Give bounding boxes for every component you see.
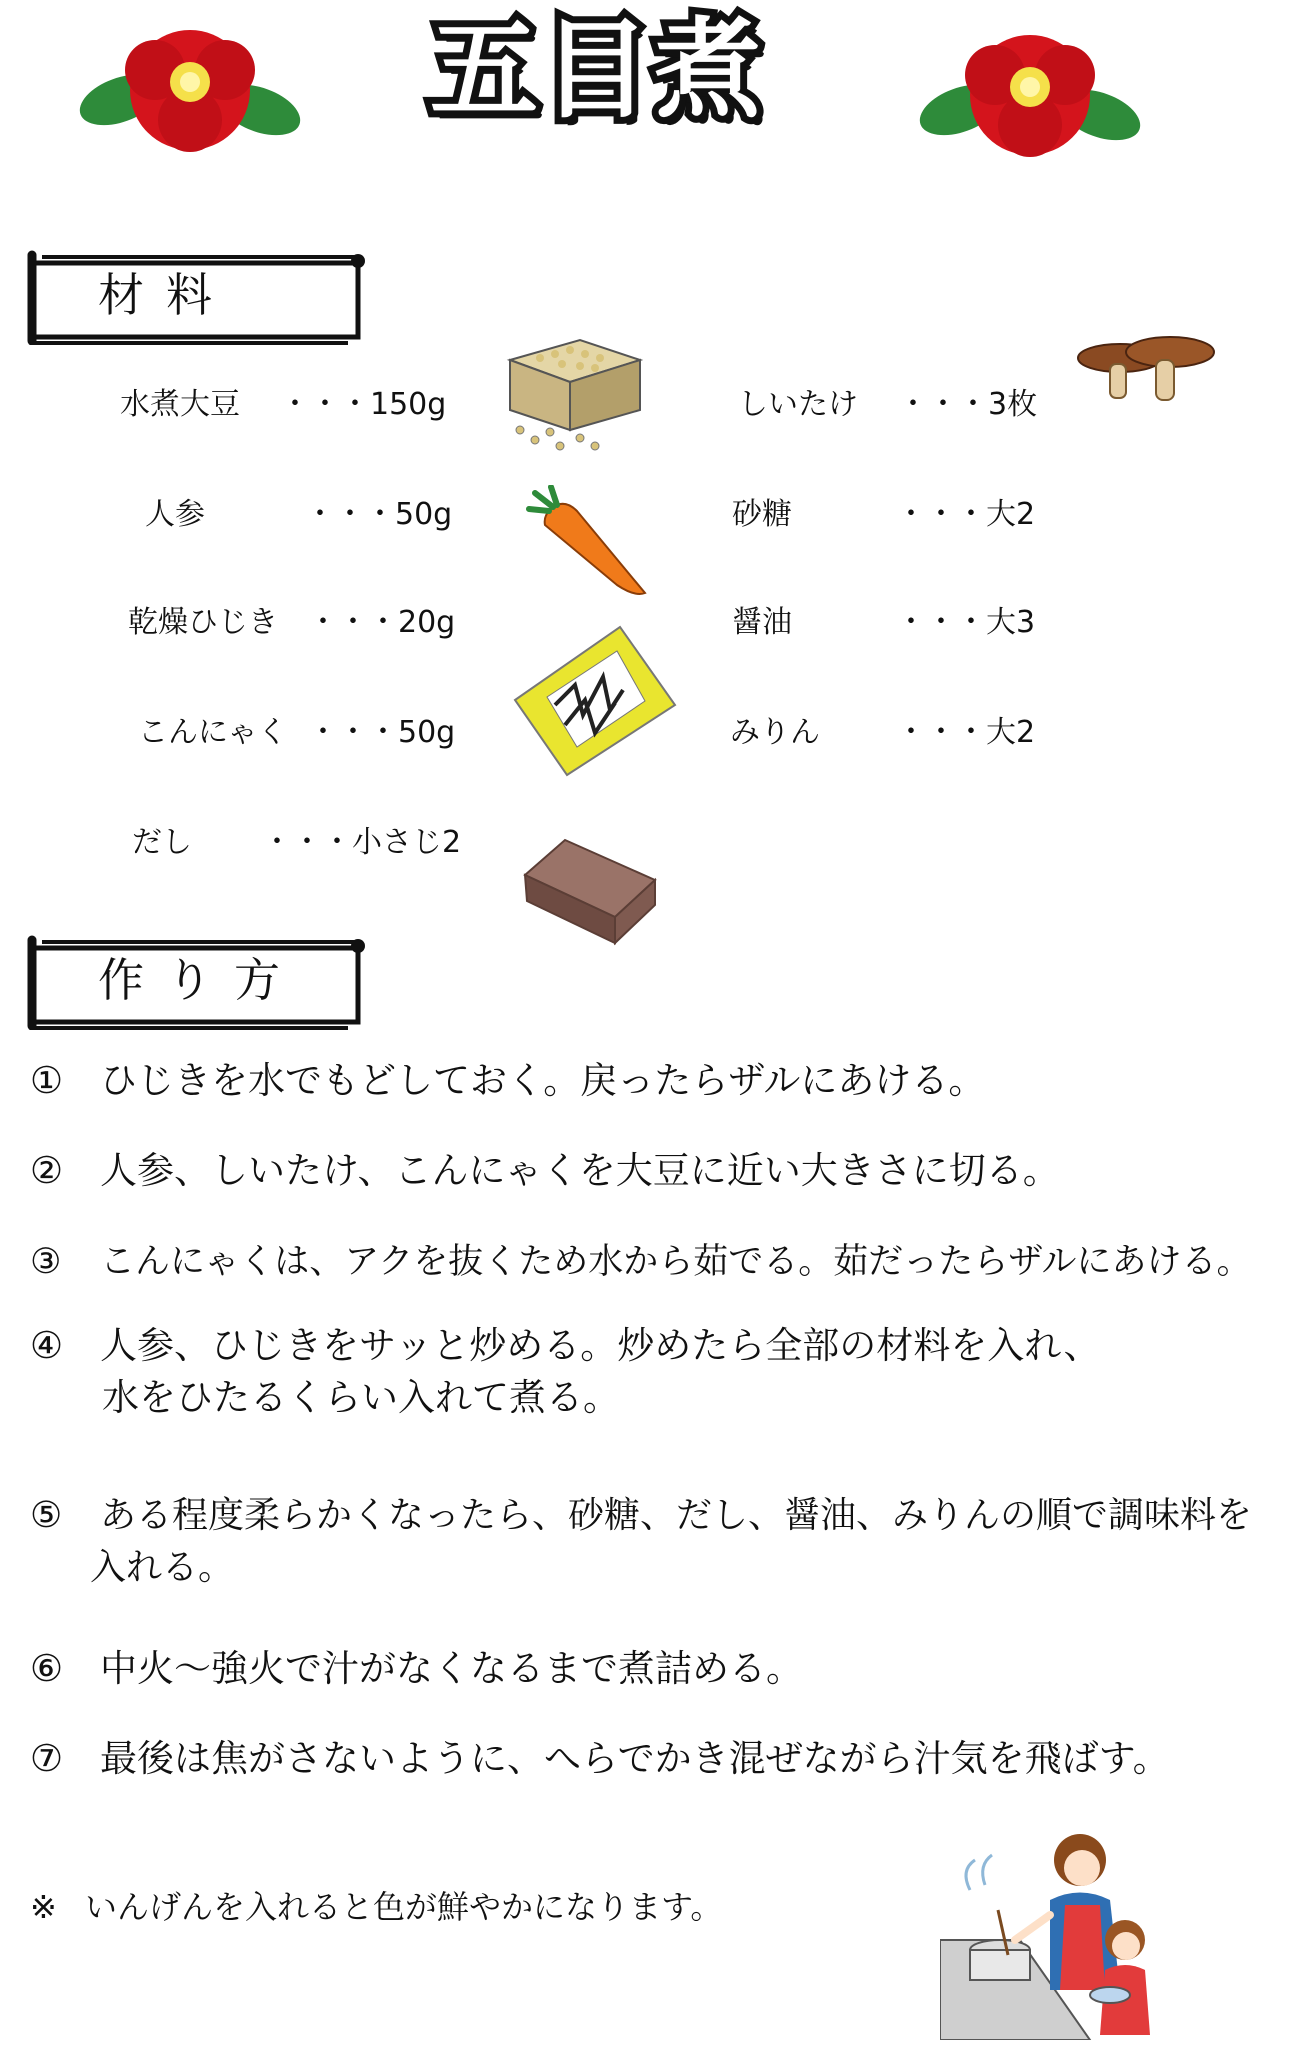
step-text: 人参、ひじきをサッと炒める。炒めたら全部の材料を入れ、 <box>100 1324 1101 1367</box>
step-text: ある程度柔らかくなったら、砂糖、だし、醤油、みりんの順で調味料を <box>100 1495 1253 1536</box>
step-text: こんにゃくは、アクを抜くため水から茹でる。茹だったらザルにあける。 <box>100 1242 1252 1282</box>
ingredient-name: こんにゃく <box>138 715 288 750</box>
method-heading-label: 作り方 <box>98 953 302 1007</box>
konnyaku-block-icon <box>515 825 665 950</box>
step-number: ① <box>30 1059 64 1102</box>
step-number: ④ <box>30 1324 64 1367</box>
ingredient-row <box>128 603 456 643</box>
camellia-flower-right-icon <box>915 25 1145 165</box>
step-item <box>30 1490 1252 1594</box>
ingredient-name: しいたけ <box>738 387 858 422</box>
ingredients-heading-label: 材料 <box>98 268 234 322</box>
step-text: 人参、しいたけ、こんにゃくを大豆に近い大きさに切る。 <box>100 1149 1060 1192</box>
ingredient-amount: ・・・大2 <box>896 715 1036 750</box>
ingredient-amount: ・・・150g <box>280 387 447 422</box>
step-text-continued: 水をひたるくらい入れて煮る。 <box>102 1376 620 1419</box>
ingredient-name: 乾燥ひじき <box>128 605 278 640</box>
step-number: ② <box>30 1149 64 1192</box>
ingredient-name: 醤油 <box>732 605 792 640</box>
ingredient-amount: ・・・小さじ2 <box>262 825 462 860</box>
ingredient-name: みりん <box>730 715 820 750</box>
shiitake-mushroom-icon <box>1070 330 1220 410</box>
soybean-box-icon <box>500 320 650 460</box>
step-number: ⑥ <box>30 1647 64 1690</box>
camellia-flower-left-icon <box>75 20 305 160</box>
ingredient-row <box>738 385 1038 425</box>
step-number: ⑦ <box>30 1737 64 1780</box>
ingredient-name: 砂糖 <box>732 497 792 532</box>
step-item <box>30 1236 1252 1288</box>
step-number: ⑤ <box>30 1495 63 1536</box>
ingredient-row <box>138 713 456 753</box>
step-text: ひじきを水でもどしておく。戻ったらザルにあける。 <box>100 1059 986 1102</box>
step-number: ③ <box>30 1242 62 1282</box>
ingredient-name: 人参 <box>145 497 205 532</box>
note <box>30 1885 722 1929</box>
page-title: 五目煮 <box>430 8 767 133</box>
ingredient-amount: ・・・3枚 <box>898 387 1038 422</box>
step-text-continued: 入れる。 <box>90 1547 235 1588</box>
step-text: 最後は焦がさないように、へらでかき混ぜながら汁気を飛ばす。 <box>100 1737 1170 1780</box>
ingredient-amount: ・・・大2 <box>896 497 1036 532</box>
step-item <box>30 1643 803 1695</box>
step-item <box>30 1145 1060 1197</box>
hijiki-package-icon <box>505 615 685 785</box>
step-item <box>30 1733 1170 1785</box>
method-heading <box>18 930 368 1030</box>
ingredients-heading <box>18 245 368 345</box>
ingredient-amount: ・・・20g <box>308 605 456 640</box>
ingredient-amount: ・・・50g <box>308 715 456 750</box>
note-mark: ※ <box>30 1888 57 1926</box>
step-item <box>30 1055 985 1107</box>
mother-daughter-cooking-icon <box>940 1830 1170 2040</box>
ingredient-row <box>732 603 1036 643</box>
ingredient-row <box>732 495 1036 535</box>
ingredient-row <box>120 385 447 425</box>
ingredient-name: 水煮大豆 <box>120 387 240 422</box>
ingredient-row <box>132 823 462 863</box>
ingredient-row <box>730 713 1036 753</box>
note-text: いんげんを入れると色が鮮やかになります。 <box>84 1888 723 1926</box>
ingredient-amount: ・・・大3 <box>896 605 1036 640</box>
ingredient-row <box>145 495 453 535</box>
step-text: 中火～強火で汁がなくなるまで煮詰める。 <box>100 1647 803 1690</box>
ingredient-name: だし <box>132 825 192 860</box>
step-item <box>30 1320 1100 1424</box>
ingredient-amount: ・・・50g <box>305 497 453 532</box>
carrot-icon <box>525 485 650 600</box>
